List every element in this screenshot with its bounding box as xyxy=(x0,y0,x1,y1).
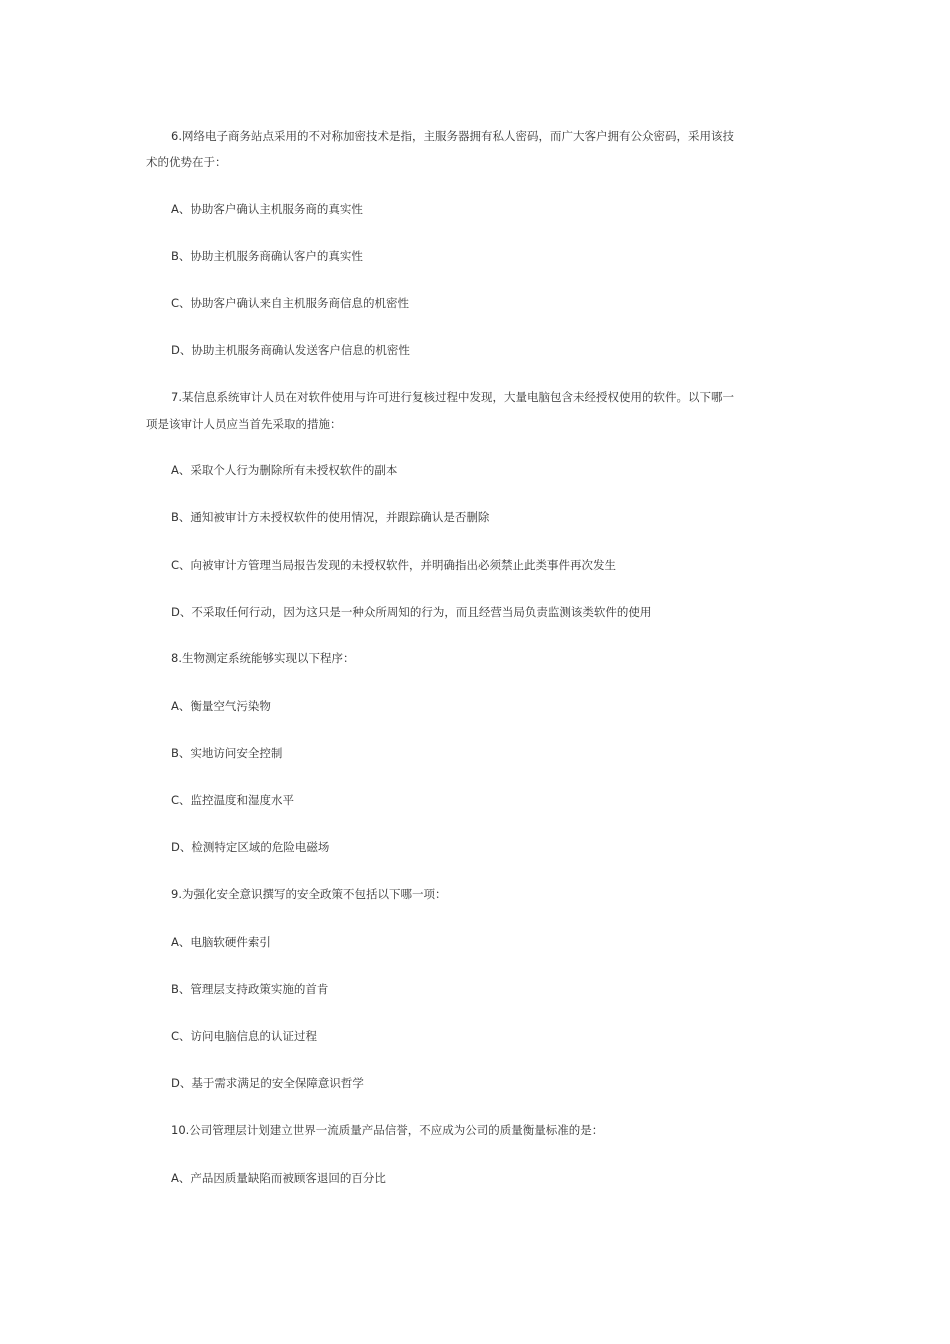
question-9-stem-line-1: 9.为强化安全意识撰写的安全政策不包括以下哪一项： xyxy=(171,887,447,901)
question-9-option-c: C、访问电脑信息的认证过程 xyxy=(171,1029,318,1043)
question-9-option-d: D、基于需求满足的安全保障意识哲学 xyxy=(171,1076,364,1090)
question-9-option-a: A、电脑软硬件索引 xyxy=(171,935,271,949)
question-8-option-c: C、监控温度和湿度水平 xyxy=(171,793,295,807)
question-7-option-d: D、不采取任何行动，因为这只是一种众所周知的行为，而且经营当局负责监测该类软件的使用 xyxy=(171,605,652,619)
question-7-option-a: A、采取个人行为删除所有未授权软件的副本 xyxy=(171,463,398,477)
question-10-option-a: A、产品因质量缺陷而被顾客退回的百分比 xyxy=(171,1171,386,1185)
question-7-option-c: C、向被审计方管理当局报告发现的未授权软件，并明确指出必须禁止此类事件再次发生 xyxy=(171,558,617,572)
question-7-stem-line-2: 项是该审计人员应当首先采取的措施： xyxy=(146,417,342,431)
question-6-option-c: C、协助客户确认来自主机服务商信息的机密性 xyxy=(171,296,410,310)
question-7-option-b: B、通知被审计方未授权软件的使用情况，并跟踪确认是否删除 xyxy=(171,510,490,524)
question-8-option-a: A、衡量空气污染物 xyxy=(171,699,271,713)
question-8-option-d: D、检测特定区域的危险电磁场 xyxy=(171,840,330,854)
question-8-option-b: B、实地访问安全控制 xyxy=(171,746,283,760)
question-6-option-b: B、协助主机服务商确认客户的真实性 xyxy=(171,249,363,263)
question-9-option-b: B、管理层支持政策实施的首肯 xyxy=(171,982,329,996)
question-6-stem-line-1: 6.网络电子商务站点采用的不对称加密技术是指，主服务器拥有私人密码，而广大客户拥有公众密码，采用该技 xyxy=(171,129,734,143)
question-6-option-a: A、协助客户确认主机服务商的真实性 xyxy=(171,202,363,216)
question-6-option-d: D、协助主机服务商确认发送客户信息的机密性 xyxy=(171,343,410,357)
question-10-stem-line-1: 10.公司管理层计划建立世界一流质量产品信誉，不应成为公司的质量衡量标准的是： xyxy=(171,1123,604,1137)
question-7-stem-line-1: 7.某信息系统审计人员在对软件使用与许可进行复核过程中发现，大量电脑包含未经授权使用的软件。以下哪一 xyxy=(171,390,734,404)
question-8-stem-line-1: 8.生物测定系统能够实现以下程序： xyxy=(171,651,355,665)
question-6-stem-line-2: 术的优势在于： xyxy=(146,155,227,169)
